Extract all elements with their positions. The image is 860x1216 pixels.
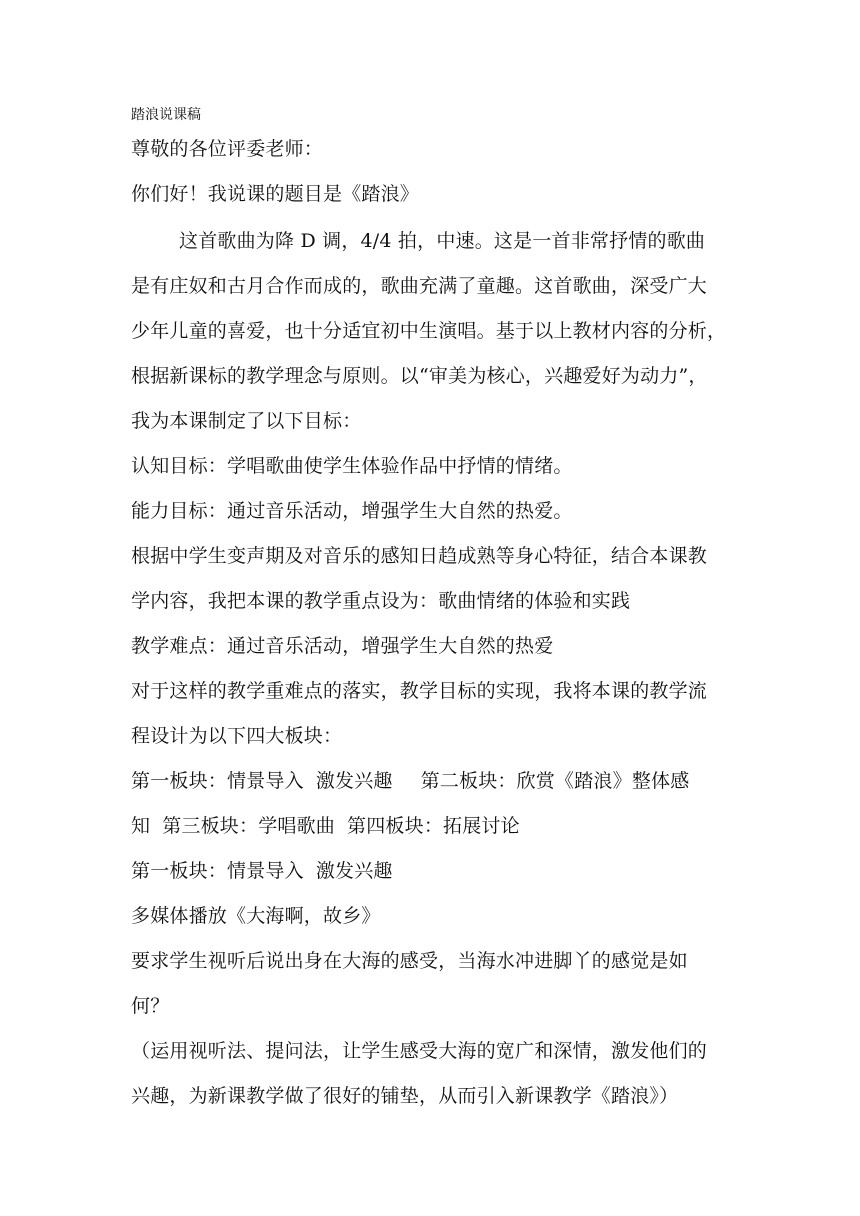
process-line-1: 对于这样的教学重难点的落实，教学目标的实现，我将本课的教学流: [131, 680, 708, 702]
section1-heading-sub: 激发兴趣: [315, 860, 393, 882]
blocks-line-2: [131, 813, 731, 839]
para1-line-5: 我为本课制定了以下目标：: [131, 410, 362, 432]
para1-line-4: 根据新课标的教学理念与原则。以“审美为核心，兴趣爱好为动力”，: [131, 365, 708, 387]
focus-line-1: 根据中学生变声期及对音乐的感知日趋成熟等身心特征，结合本课教: [131, 545, 708, 567]
greeting: 尊敬的各位评委老师：: [131, 138, 324, 160]
blocks-line-1: [131, 768, 731, 794]
section1-question-1: 要求学生视听后说出身在大海的感受，当海水冲进脚丫的感觉是如: [131, 950, 688, 972]
para1-line-1: 这首歌曲为降 D 调，4/4 拍，中速。这是一首非常抒情的歌曲: [179, 230, 706, 252]
goal-ability: 能力目标：通过音乐活动，增强学生大自然的热爱。: [131, 500, 573, 522]
section1-note-1: （运用视听法、提问法，让学生感受大海的宽广和深情，激发他们的: [131, 1040, 708, 1062]
section1-heading: [131, 858, 731, 884]
intro-line: 你们好！我说课的题目是《踏浪》: [131, 183, 420, 205]
process-line-2: 程设计为以下四大板块：: [131, 725, 343, 747]
block-4: 第四板块：拓展讨论: [347, 815, 520, 837]
section1-note-2: 兴趣，为新课教学做了很好的铺垫，从而引入新课教学《踏浪》）: [131, 1085, 679, 1107]
block-2-end: 知: [131, 815, 151, 837]
section1-heading-name: 第一板块：情景导入: [131, 860, 304, 882]
block-1-name: 第一板块：情景导入: [131, 770, 304, 792]
section1-question-2: 何？: [131, 995, 170, 1017]
para1-line-2: 是有庄奴和古月合作而成的，歌曲充满了童趣。这首歌曲，深受广大: [131, 275, 708, 297]
para1-line-3: 少年儿童的喜爱，也十分适宜初中生演唱。基于以上教材内容的分析，: [131, 320, 727, 342]
block-2: 第二板块：欣赏《踏浪》整体感: [420, 770, 690, 792]
goal-cognitive: 认知目标：学唱歌曲使学生体验作品中抒情的情绪。: [131, 455, 573, 477]
difficulty-line: 教学难点：通过音乐活动，增强学生大自然的热爱: [131, 635, 554, 657]
section1-media: 多媒体播放《大海啊，故乡》: [131, 905, 381, 927]
doc-title: 踏浪说课稿: [131, 107, 201, 123]
block-3: 第三板块：学唱歌曲: [162, 815, 336, 837]
block-1-sub: 激发兴趣: [315, 770, 393, 792]
focus-line-2: 学内容，我把本课的教学重点设为：歌曲情绪的体验和实践: [131, 590, 631, 612]
